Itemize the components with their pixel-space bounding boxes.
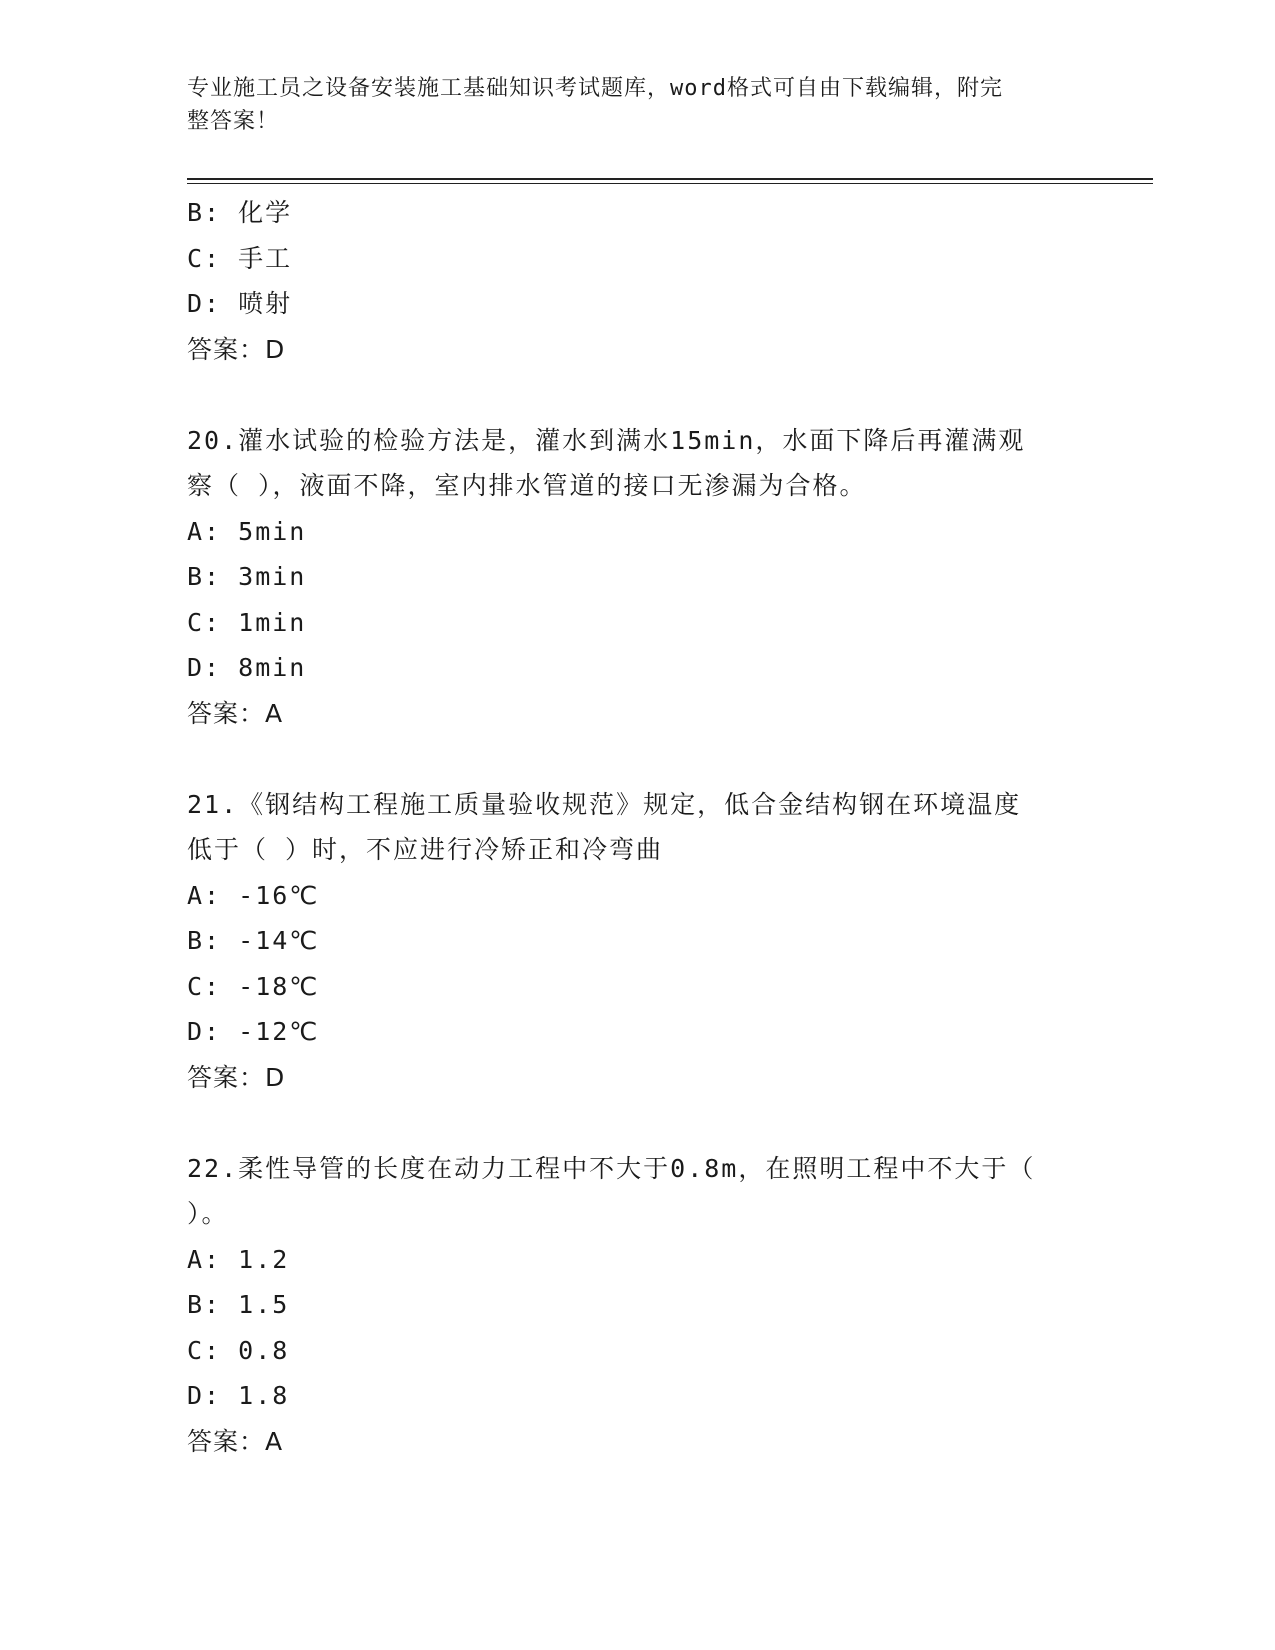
question-22 xyxy=(187,1146,1087,1465)
option-a: A: -16℃ xyxy=(187,880,320,910)
spacer xyxy=(187,736,1087,782)
document-header xyxy=(187,72,1067,138)
answer: 答案：D xyxy=(187,334,286,364)
option-d: D: 8min xyxy=(187,653,307,682)
document-body xyxy=(187,190,1087,1464)
header-line-2: 整答案！ xyxy=(187,109,280,134)
option-b: B: 1.5 xyxy=(187,1290,290,1319)
option-d: D: 喷射 xyxy=(187,289,293,318)
answer: 答案：D xyxy=(187,1062,286,1092)
question-text-line-1: 20.灌水试验的检验方法是，灌水到满水15min，水面下降后再灌满观 xyxy=(187,425,1026,455)
option-a: A: 5min xyxy=(187,516,307,546)
option-c: C: 手工 xyxy=(187,243,293,273)
header-divider-thick xyxy=(187,178,1153,180)
option-c: C: -18℃ xyxy=(187,971,320,1001)
question-text-line-2: 低于（ ）时，不应进行冷矫正和冷弯曲 xyxy=(187,835,664,864)
question-19-tail xyxy=(187,190,1087,372)
option-b: B: -14℃ xyxy=(187,926,320,955)
question-text-line-1: 22.柔性导管的长度在动力工程中不大于0.8m，在照明工程中不大于（ xyxy=(187,1153,1036,1183)
header-line-1: 专业施工员之设备安装施工基础知识考试题库，word格式可自由下载编辑，附完 xyxy=(187,76,1003,101)
option-d: D: -12℃ xyxy=(187,1017,320,1046)
spacer xyxy=(187,372,1087,418)
option-c: C: 0.8 xyxy=(187,1335,290,1365)
question-20 xyxy=(187,418,1087,737)
option-d: D: 1.8 xyxy=(187,1381,290,1410)
option-a: A: 1.2 xyxy=(187,1244,290,1274)
option-b: B: 化学 xyxy=(187,198,293,227)
answer: 答案：A xyxy=(187,698,284,728)
question-21 xyxy=(187,782,1087,1101)
option-b: B: 3min xyxy=(187,562,307,591)
answer: 答案：A xyxy=(187,1426,284,1456)
spacer xyxy=(187,1100,1087,1146)
header-divider-thin xyxy=(187,183,1153,184)
question-text-line-2: 察（ ），液面不降，室内排水管道的接口无渗漏为合格。 xyxy=(187,471,867,500)
option-c: C: 1min xyxy=(187,607,307,637)
question-text-line-1: 21.《钢结构工程施工质量验收规范》规定，低合金结构钢在环境温度 xyxy=(187,789,1022,819)
question-text-line-2: ）。 xyxy=(187,1199,229,1228)
